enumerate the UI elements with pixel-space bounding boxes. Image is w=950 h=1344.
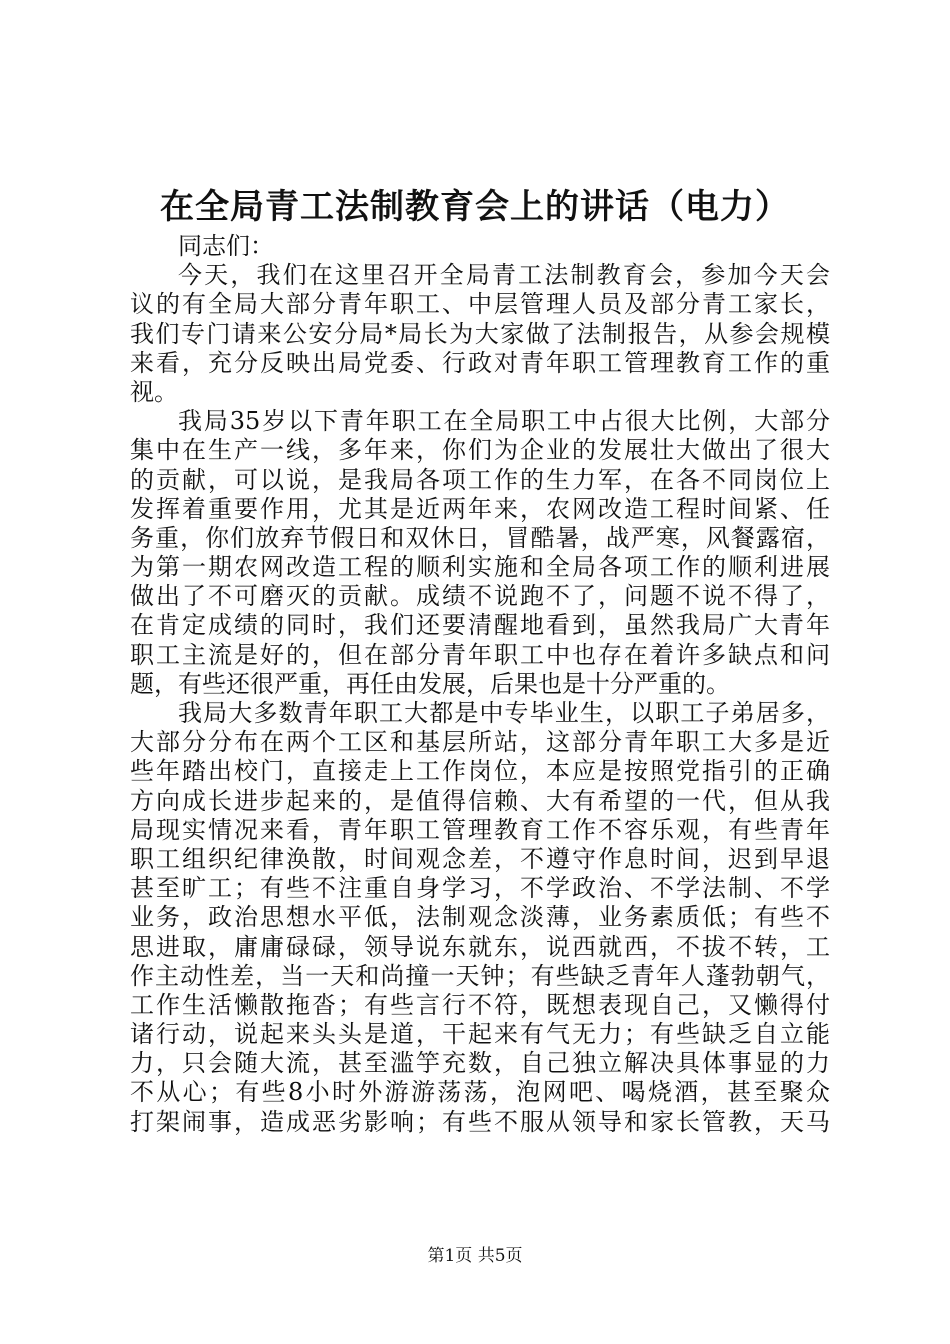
paragraph-line: 方向成长进步起来的，是值得信赖、大有希望的一代，但从我: [130, 786, 830, 815]
paragraph-line: 职工组织纪律涣散，时间观念差，不遵守作息时间，迟到早退: [130, 844, 830, 873]
paragraph: [130, 261, 830, 407]
paragraph-line: 在肯定成绩的同时，我们还要清醒地看到，虽然我局广大青年: [130, 611, 830, 640]
paragraph-line: 题，有些还很严重，再任由发展，后果也是十分严重的。: [130, 669, 730, 698]
paragraph-line: 工作生活懒散拖沓；有些言行不符，既想表现自己，又懒得付: [130, 990, 830, 1019]
paragraph-line: 视。: [130, 377, 178, 406]
paragraph-line: 不从心；有些8小时外游游荡荡，泡网吧、喝烧酒，甚至聚众: [130, 1078, 830, 1107]
salutation: 同志们：: [178, 232, 274, 260]
paragraph-line: 发挥着重要作用，尤其是近两年来，农网改造工程时间紧、任: [130, 494, 830, 523]
paragraph-line: 诸行动，说起来头头是道，干起来有气无力；有些缺乏自立能: [130, 1020, 830, 1049]
paragraph-line: 来看，充分反映出局党委、行政对青年职工管理教育工作的重: [130, 348, 830, 377]
paragraph-line: 甚至旷工；有些不注重自身学习，不学政治、不学法制、不学: [130, 874, 830, 903]
paragraph-line: 我们专门请来公安分局*局长为大家做了法制报告，从参会规模: [130, 319, 830, 348]
paragraph-line: 些年踏出校门，直接走上工作岗位，本应是按照党指引的正确: [130, 757, 830, 786]
paragraph: [130, 699, 830, 1137]
paragraph-line: 的贡献，可以说，是我局各项工作的生力军，在各不同岗位上: [130, 465, 830, 494]
document-title: 在全局青工法制教育会上的讲话（电力）: [160, 187, 790, 227]
paragraph-list: [130, 261, 830, 1137]
paragraph-line: 我局35岁以下青年职工在全局职工中占很大比例，大部分: [178, 407, 830, 436]
paragraph-line: 集中在生产一线，多年来，你们为企业的发展壮大做出了很大: [130, 436, 830, 465]
paragraph-line: 作主动性差，当一天和尚撞一天钟；有些缺乏青年人蓬勃朝气，: [130, 961, 830, 990]
paragraph-line: 力，只会随大流，甚至滥竽充数，自己独立解决具体事显的力: [130, 1049, 830, 1078]
paragraph-line: 议的有全局大部分青年职工、中层管理人员及部分青工家长，: [130, 290, 830, 319]
paragraph-line: 我局大多数青年职工大都是中专毕业生，以职工子弟居多，: [178, 699, 830, 728]
paragraph-line: 为第一期农网改造工程的顺利实施和全局各项工作的顺利进展: [130, 553, 830, 582]
paragraph-line: 业务，政治思想水平低，法制观念淡薄，业务素质低；有些不: [130, 903, 830, 932]
paragraph-line: 思进取，庸庸碌碌，领导说东就东，说西就西，不拔不转，工: [130, 932, 830, 961]
paragraph-line: 做出了不可磨灭的贡献。成绩不说跑不了，问题不说不得了，: [130, 582, 830, 611]
document-body: [130, 232, 830, 1137]
paragraph-line: 打架闹事，造成恶劣影响；有些不服从领导和家长管教，天马: [130, 1107, 830, 1136]
paragraph-line: 务重，你们放弃节假日和双休日，冒酷暑，战严寒，风餐露宿，: [130, 523, 830, 552]
paragraph-line: 职工主流是好的，但在部分青年职工中也存在着许多缺点和问: [130, 640, 830, 669]
paragraph-line: 大部分分布在两个工区和基层所站，这部分青年职工大多是近: [130, 728, 830, 757]
page-footer: 第1页 共5页: [427, 1246, 523, 1266]
paragraph-line: 今天，我们在这里召开全局青工法制教育会，参加今天会: [178, 261, 830, 290]
paragraph-line: 局现实情况来看，青年职工管理教育工作不容乐观，有些青年: [130, 815, 830, 844]
paragraph: [130, 407, 830, 699]
